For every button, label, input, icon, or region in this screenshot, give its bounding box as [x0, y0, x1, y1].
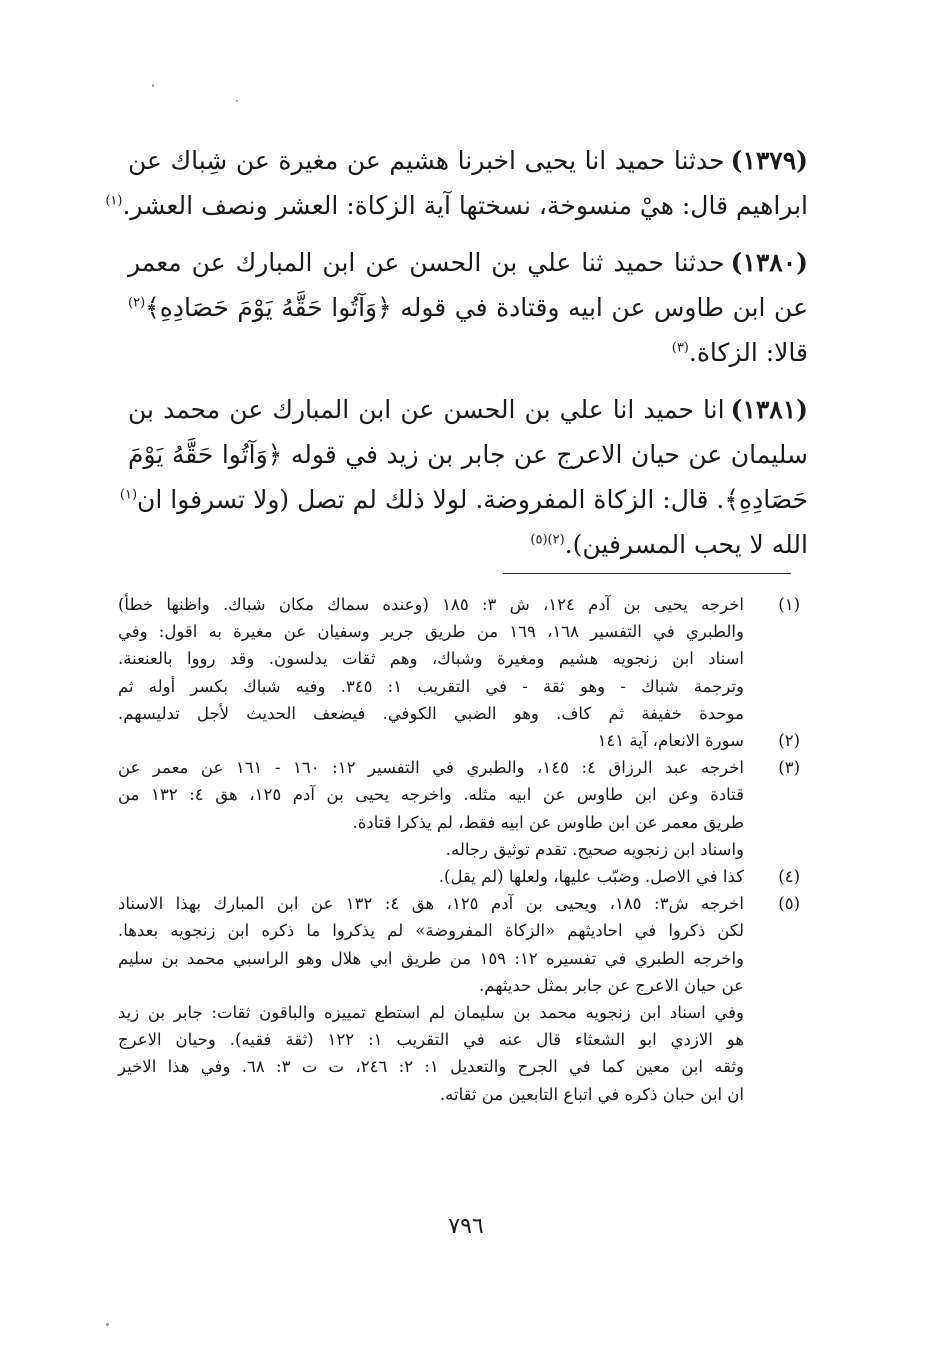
footnote-2	[118, 727, 800, 754]
footnote-ref: (١)	[105, 193, 123, 209]
footnote-number: (١)	[778, 595, 800, 614]
scan-speck	[106, 1323, 109, 1326]
hadith-number: (١٣٧٩)	[730, 146, 808, 175]
hadith-1380	[128, 240, 808, 375]
footnote-body: اخرجه ش٣: ١٨٥، ويحيى بن آدم ١٢٥، هق ٤: ١٣٢ عن ابن المبارك بهذا الاسناد لكن ذكروا في احاديثهم «الزكاة المفروضة» لم يذكروا ما ذكره ابن زنجويه بعدها. واخرجه الطبري في تفسيره ١٢: ١٥٩ من طريق ابي هلال وهو الراسبي محمد بن سليم عن حيان الاعرج عن جابر بمثل حديثهم. وفي اسناد ابن زنجويه محمد بن سليمان لم استطع تمييزه والباقون ثقات: جابر بن زيد هو الازدي ابو الشعثاء قال عنه في التقريب ١: ١٢٢ (ثقة فقيه). وحيان الاعرج وثقه ابن معين كما في الجرح والتعديل ١: ٢: ٢٤٦، ت ت ٣: ٦٨. وفي هذا الاخير ان ابن حبان ذكره في اتباع التابعين من ثقاته.	[118, 894, 745, 1104]
hadith-line: (١٣٨٠)حدثنا حميد ثنا علي بن الحسن عن ابن المبارك عن معمر	[128, 248, 808, 277]
hadith-number: (١٣٨١)	[730, 395, 808, 424]
footnote-body: اخرجه عبد الرزاق ٤: ١٤٥، والطبري في التفسير ١٢: ١٦٠ - ١٦١ عن معمر عن قتادة وعن ابن طاوس عن ابيه مثله. واخرجه يحيى بن آدم ١٢٥، هق ٤: ١٣٢ من طريق معمر عن ابن طاوس عن ابيه فقط، لم يذكرا قتادة. واسناد ابن زنجويه صحيح. تقدم توثيق رجاله.	[118, 758, 744, 859]
hadith-line: عن ابن طاوس عن ابيه وقتادة في قوله ﴿وَآتُوا حَقَّهُ يَوْمَ حَصَادِهِ﴾$^{(٢)}$	[128, 293, 808, 322]
hadith-line: قالا: الزكاة.$^{(٣)}$	[671, 338, 808, 367]
footnotes	[118, 591, 800, 1108]
hadith-line: الله لا يحب المسرفين).$^{(٢)(٥)}$	[530, 530, 808, 559]
footnote-1	[118, 591, 800, 727]
hadith-line: سليمان عن حيان الاعرج عن جابر بن زيد في قوله ﴿وَآتُوا حَقَّهُ يَوْمَ	[128, 440, 808, 469]
hadith-1381	[119, 387, 808, 567]
hadith-line: ابراهيم قال: هيْ منسوخة، نسختها آية الزكاة: العشر ونصف العشر.$^{(١)}$	[105, 191, 808, 220]
footnote-number: (٢)	[778, 731, 800, 751]
footnote-number: (٤)	[778, 867, 800, 887]
scan-speck	[152, 84, 154, 87]
footnote-5	[118, 890, 800, 1108]
footnote-divider	[503, 573, 791, 574]
footnote-number: (٥)	[778, 894, 800, 914]
footnote-body: اخرجه يحيى بن آدم ١٢٤، ش ٣: ١٨٥ (وعنده سماك مكان شباك. واظنها خطأ) والطبري في التفسير ١٦٨، ١٦٩ من طريق جرير وسفيان عن مغيرة به اقول: وفي اسناد ابن زنجويه هشيم ومغيرة وشباك، وهم ثقات يدلسون. وقد رووا بالعنعنة. وترجمة شباك - وهو ثقة - في التقريب ١: ٣٤٥. وفيه شباك بكسر أوله ثم موحدة خفيفة ثم كاف. وهو الضبي الكوفي. فيضعف الحديث لأجل تدليسهم.	[118, 595, 745, 723]
main-text	[105, 138, 808, 579]
hadith-line: (١٣٨١)انا حميد انا علي بن الحسن عن ابن المبارك عن محمد بن	[128, 395, 808, 424]
footnote-number: (٣)	[778, 758, 800, 778]
page-number: ٧٩٦	[448, 1214, 484, 1239]
footnote-ref: (٣)	[671, 340, 689, 356]
footnote-4	[118, 863, 800, 890]
footnote-body: سورة الانعام، آية ١٤١	[597, 731, 744, 751]
hadith-number: (١٣٨٠)	[730, 248, 808, 277]
hadith-line: حَصَادِهِ﴾. قال: الزكاة المفروضة. لولا ذلك لم تصل (ولا تسرفوا ان$^{(١)}$	[119, 485, 808, 514]
footnote-3	[118, 754, 800, 863]
hadith-1379	[105, 138, 808, 228]
hadith-line: (١٣٧٩)حدثنا حميد انا يحيى اخبرنا هشيم عن مغيرة عن شِباك عن	[128, 146, 808, 175]
footnote-body: كذا في الاصل. وضبّب عليها، ولعلها (لم يقل).	[438, 867, 744, 887]
scan-speck	[236, 100, 238, 102]
footnote-ref: (٢)	[128, 295, 146, 311]
